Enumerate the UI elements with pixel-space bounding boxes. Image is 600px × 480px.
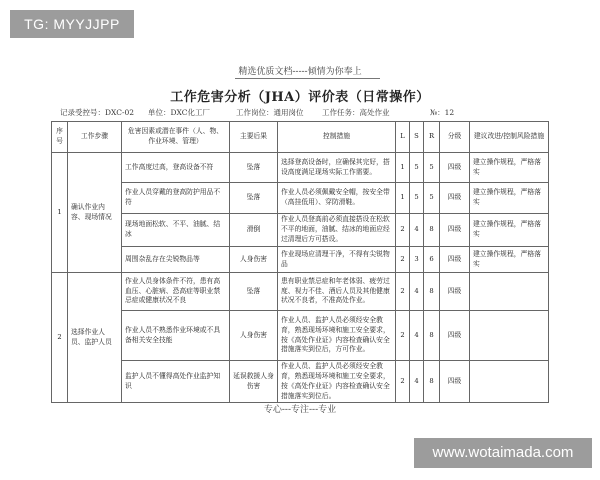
consequence-cell: 坠落 [230, 273, 278, 311]
header-rule [235, 78, 380, 79]
watermark-bottom: www.wotaimada.com [414, 438, 592, 468]
column-header: 危害因素或潜在事件（人、物、作业环境、管理） [122, 122, 230, 153]
grade-cell: 四级 [440, 214, 470, 247]
likelihood-cell: 2 [396, 361, 410, 403]
grade-cell: 四级 [440, 273, 470, 311]
severity-cell: 4 [410, 273, 424, 311]
severity-cell: 5 [410, 183, 424, 214]
column-header: 控制措施 [278, 122, 396, 153]
record-number: 记录受控号：DXC-02 [60, 108, 135, 117]
consequence-cell: 坠落 [230, 183, 278, 214]
risk-cell: 8 [424, 214, 440, 247]
unit-name: 单位：DXC化工厂 [148, 108, 210, 117]
control-cell: 患有职业禁忌症和年老体弱、疲劳过度、视力不佳、酒后人员及其他健康状况不良者，不准高处作业。 [278, 273, 396, 311]
document-title: 工作危害分析（JHA）评价表（日常操作） [170, 90, 430, 105]
table-row [52, 273, 549, 311]
consequence-cell: 滑倒 [230, 214, 278, 247]
control-cell: 作业人员必须佩戴安全帽，按安全带（高挂低用）、穿防滑鞋。 [278, 183, 396, 214]
hazard-cell: 作业人员身体条件不符，患有高血压、心脏病、恐高症等职业禁忌症或健康状况不良 [122, 273, 230, 311]
control-cell: 作业人员登高前必须直接搭设在松软不平的地面，油腻、结冰的地面应经过清理后方可搭设。 [278, 214, 396, 247]
suggestion-cell [470, 311, 549, 361]
consequence-cell: 延误救援人身伤害 [230, 361, 278, 403]
control-cell: 作业人员、监护人员必须经安全教育，熟悉现场环境和施工安全要求，按《高处作业证》内容检查确认安全措施落实到位后。 [278, 361, 396, 403]
work-task: 工作任务：高处作业 [322, 108, 390, 117]
severity-cell: 3 [410, 247, 424, 273]
column-header: 工作步骤 [68, 122, 122, 153]
hazard-cell: 周围杂乱存在尖锐物品等 [122, 247, 230, 273]
grade-cell: 四级 [440, 361, 470, 403]
hazard-cell: 监护人员不懂得高处作业监护知识 [122, 361, 230, 403]
likelihood-cell: 2 [396, 214, 410, 247]
risk-cell: 6 [424, 247, 440, 273]
step-number: 2 [52, 273, 68, 403]
likelihood-cell: 2 [396, 247, 410, 273]
work-post: 工作岗位：通用岗位 [236, 108, 304, 117]
severity-cell: 5 [410, 153, 424, 183]
control-cell: 作业现场应清理干净，不得有尖锐物品 [278, 247, 396, 273]
column-header: 分级 [440, 122, 470, 153]
severity-cell: 4 [410, 361, 424, 403]
consequence-cell: 坠落 [230, 153, 278, 183]
suggestion-cell: 建立操作规程，严格落实 [470, 214, 549, 247]
risk-cell: 8 [424, 361, 440, 403]
severity-cell: 4 [410, 311, 424, 361]
grade-cell: 四级 [440, 311, 470, 361]
suggestion-cell [470, 273, 549, 311]
page-footer: 专心---专注---专业 [263, 405, 337, 415]
page-header: 精选优质文档-----倾情为你奉上 [238, 67, 362, 77]
work-step: 确认作业内容、现场情况 [68, 153, 122, 273]
risk-cell: 5 [424, 153, 440, 183]
table-row [52, 214, 549, 247]
hazard-cell: 工作高度过高，登高设备不符 [122, 153, 230, 183]
column-header: S [410, 122, 424, 153]
severity-cell: 4 [410, 214, 424, 247]
jha-table [51, 121, 549, 403]
column-header: 主要后果 [230, 122, 278, 153]
hazard-cell: 作业人员穿戴的登高防护用品不符 [122, 183, 230, 214]
risk-cell: 5 [424, 183, 440, 214]
suggestion-cell: 建立操作规程，严格落实 [470, 247, 549, 273]
table-row [52, 361, 549, 403]
consequence-cell: 人身伤害 [230, 311, 278, 361]
grade-cell: 四级 [440, 247, 470, 273]
suggestion-cell [470, 361, 549, 403]
hazard-cell: 作业人员不熟悉作业环境或不具备相关安全技能 [122, 311, 230, 361]
work-step: 选择作业人员、监护人员 [68, 273, 122, 403]
table-header-row [52, 122, 549, 153]
suggestion-cell: 建立操作规程，严格落实 [470, 183, 549, 214]
control-cell: 选择登高设备时，应确保其完好，搭设高度满足现场实际工作需要。 [278, 153, 396, 183]
table-row [52, 247, 549, 273]
grade-cell: 四级 [440, 183, 470, 214]
likelihood-cell: 1 [396, 183, 410, 214]
suggestion-cell: 建立操作规程，严格落实 [470, 153, 549, 183]
column-header: 序号 [52, 122, 68, 153]
risk-cell: 8 [424, 311, 440, 361]
likelihood-cell: 2 [396, 273, 410, 311]
watermark-top: TG: MYYJJPP [10, 10, 134, 38]
column-header: 建议改进/控制风险措施 [470, 122, 549, 153]
meta-row [60, 107, 550, 119]
column-header: L [396, 122, 410, 153]
consequence-cell: 人身伤害 [230, 247, 278, 273]
control-cell: 作业人员、监护人员必须经安全教育，熟悉现场环境和施工安全要求，按《高处作业证》内容检查确认安全措施落实到位后，方可作业。 [278, 311, 396, 361]
likelihood-cell: 2 [396, 311, 410, 361]
hazard-cell: 现场地面松软、不平、油腻、结冰 [122, 214, 230, 247]
grade-cell: 四级 [440, 153, 470, 183]
step-number: 1 [52, 153, 68, 273]
table-row [52, 311, 549, 361]
form-number: №：12 [430, 108, 455, 117]
likelihood-cell: 1 [396, 153, 410, 183]
column-header: R [424, 122, 440, 153]
table-row [52, 153, 549, 183]
risk-cell: 8 [424, 273, 440, 311]
table-row [52, 183, 549, 214]
